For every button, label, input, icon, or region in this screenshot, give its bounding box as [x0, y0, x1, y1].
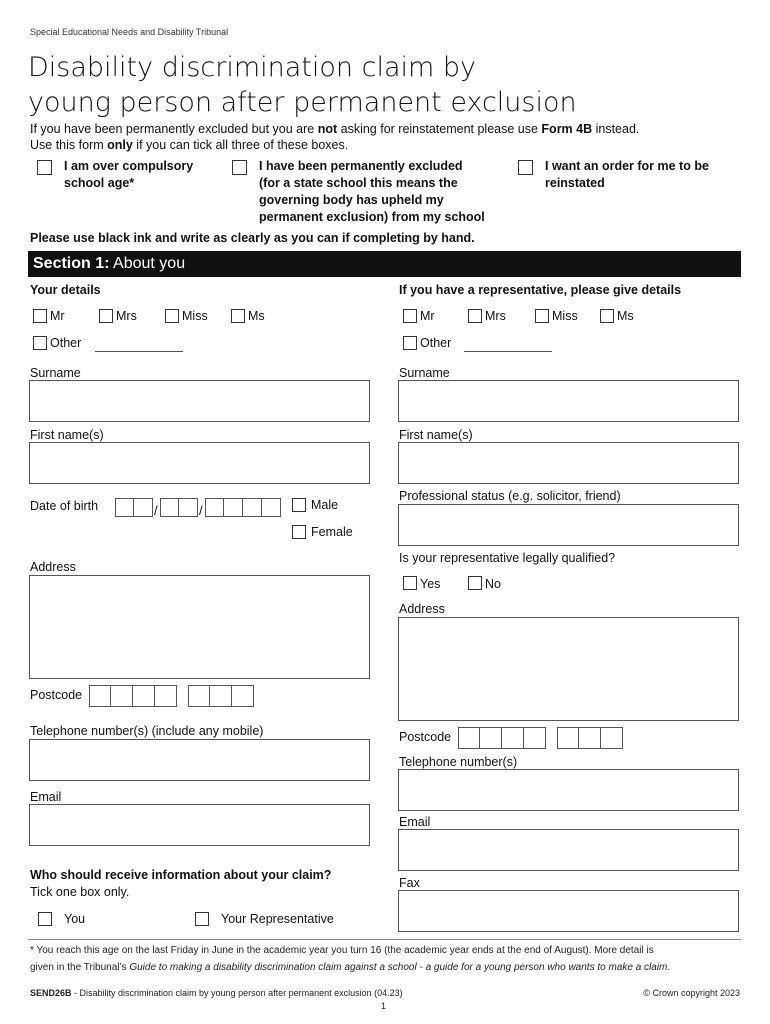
rep-postcode-label: Postcode: [399, 730, 452, 744]
footnote-line-1: * You reach this age on the last Friday in June in the academic year you turn 16 (the academic year ends at the end of August). More detail is: [30, 945, 654, 956]
your-address-field[interactable]: [29, 575, 370, 679]
rep-professional-status-label: Professional status (e.g. solicitor, friend): [399, 489, 621, 503]
receive-info-instruction: Tick one box only.: [30, 885, 130, 899]
your-telephone-label: Telephone number(s) (include any mobile): [30, 724, 264, 738]
condition-excluded-checkbox[interactable]: [232, 160, 247, 175]
rep-surname-field[interactable]: [398, 380, 739, 422]
condition2-line4: permanent exclusion) from my school: [259, 210, 485, 224]
rep-address-label: Address: [399, 602, 445, 616]
intro-line-2: [30, 138, 348, 152]
section-1-title: About you: [109, 255, 186, 272]
dob-year-field[interactable]: [205, 498, 281, 517]
rep-address-field[interactable]: [398, 617, 739, 721]
rep-title-mrs-label: Mrs: [485, 309, 506, 323]
rep-telephone-field[interactable]: [398, 769, 739, 811]
ink-note: Please use black ink and write as clearly as you can if completing by hand.: [30, 231, 475, 245]
rep-heading: If you have a representative, please give details: [399, 283, 682, 297]
dob-slash-2: /: [199, 503, 203, 518]
condition-over-age-checkbox[interactable]: [37, 160, 52, 175]
intro-text-c: asking for reinstatement please use: [337, 122, 542, 136]
your-title-other-label: Other: [50, 336, 82, 350]
copyright: © Crown copyright 2023: [643, 988, 740, 998]
footnote-given-text: given in the Tribunal’s: [30, 962, 130, 973]
your-first-names-label: First name(s): [30, 428, 104, 442]
rep-title-mr-label: Mr: [420, 309, 435, 323]
rep-title-mr-checkbox[interactable]: [403, 309, 417, 323]
condition-excluded-label: [259, 158, 485, 226]
receive-rep-label: Your Representative: [221, 912, 334, 926]
rep-qualified-no-checkbox[interactable]: [468, 576, 482, 590]
section-1-number: Section 1:: [33, 255, 110, 272]
rep-first-names-field[interactable]: [398, 442, 739, 484]
intro-text-e: instead.: [592, 122, 640, 136]
rep-qualified-yes-checkbox[interactable]: [403, 576, 417, 590]
your-title-mrs-checkbox[interactable]: [99, 309, 113, 323]
rep-qualified-no-label: No: [485, 577, 501, 591]
dob-label: Date of birth: [30, 499, 99, 513]
rep-professional-status-field[interactable]: [398, 504, 739, 546]
org-name: Special Educational Needs and Disability Tribunal: [30, 27, 229, 37]
your-title-miss-checkbox[interactable]: [165, 309, 179, 323]
gender-male-label: Male: [311, 498, 339, 512]
intro-text-use: Use this form: [30, 138, 108, 152]
rep-title-mrs-checkbox[interactable]: [468, 309, 482, 323]
your-email-label: Email: [30, 790, 62, 804]
intro-text-not: not: [317, 122, 338, 136]
condition1-line2: school age*: [64, 176, 135, 190]
your-title-ms-label: Ms: [248, 309, 265, 323]
intro-form-4b: Form 4B: [541, 122, 593, 136]
condition-reinstated-label: [545, 158, 709, 192]
rep-email-field[interactable]: [398, 829, 739, 871]
your-first-names-field[interactable]: [29, 442, 370, 484]
your-title-ms-checkbox[interactable]: [231, 309, 245, 323]
your-surname-field[interactable]: [29, 380, 370, 422]
condition3-line1: I want an order for me to be: [545, 159, 709, 173]
gender-male-checkbox[interactable]: [292, 498, 306, 512]
form-footer-desc: [30, 988, 403, 998]
footnote-line-2: [30, 962, 670, 973]
dob-month-field[interactable]: [160, 498, 198, 517]
page-number: 1: [381, 1001, 387, 1011]
rep-legally-qualified-label: Is your representative legally qualified?: [399, 551, 616, 565]
intro-text-a: If you have been permanently excluded but you are: [30, 122, 318, 136]
your-title-mr-checkbox[interactable]: [33, 309, 47, 323]
intro-line-1: [30, 122, 639, 136]
form-title-line2: young person after permanent exclusion: [28, 87, 577, 118]
receive-rep-checkbox[interactable]: [195, 912, 209, 926]
your-address-label: Address: [30, 560, 76, 574]
condition2-line1: I have been permanently excluded: [259, 159, 463, 173]
intro-text-only: only: [107, 138, 133, 152]
intro-text-tick: if you can tick all three of these boxes.: [132, 138, 349, 152]
rep-title-other-label: Other: [420, 336, 452, 350]
gender-female-checkbox[interactable]: [292, 525, 306, 539]
rep-title-ms-label: Ms: [617, 309, 634, 323]
footnote-divider: [28, 939, 741, 940]
footnote-guide-title: Guide to making a disability discrimination claim against a school - a guide for a young person who wants to make a claim.: [129, 962, 671, 973]
your-telephone-field[interactable]: [29, 739, 370, 781]
rep-postcode-inward-field[interactable]: [557, 727, 623, 749]
condition3-line2: reinstated: [545, 176, 605, 190]
rep-title-miss-label: Miss: [552, 309, 578, 323]
rep-fax-field[interactable]: [398, 890, 739, 932]
rep-title-miss-checkbox[interactable]: [535, 309, 549, 323]
section-1-heading: [33, 255, 185, 273]
rep-email-label: Email: [399, 815, 431, 829]
your-title-other-checkbox[interactable]: [33, 336, 47, 350]
your-title-miss-label: Miss: [182, 309, 208, 323]
your-email-field[interactable]: [29, 804, 370, 846]
form-code: SEND26B: [30, 988, 72, 998]
rep-postcode-outward-field[interactable]: [458, 727, 546, 749]
rep-title-other-input[interactable]: [464, 351, 552, 352]
condition2-line2: (for a state school this means the: [259, 176, 458, 190]
form-description: - Disability discrimination claim by young person after permanent exclusion (04.23): [71, 988, 403, 998]
rep-qualified-yes-label: Yes: [420, 577, 441, 591]
receive-info-question: Who should receive information about your claim?: [30, 868, 332, 882]
rep-fax-label: Fax: [399, 876, 420, 890]
your-postcode-outward-field[interactable]: [89, 685, 177, 707]
condition-reinstated-checkbox[interactable]: [518, 160, 533, 175]
your-title-mr-label: Mr: [50, 309, 65, 323]
rep-first-names-label: First name(s): [399, 428, 473, 442]
rep-telephone-label: Telephone number(s): [399, 755, 518, 769]
your-postcode-label: Postcode: [30, 688, 83, 702]
your-title-other-input[interactable]: [95, 351, 183, 352]
condition1-line1: I am over compulsory: [64, 159, 194, 173]
your-details-heading: Your details: [30, 283, 101, 297]
rep-surname-label: Surname: [399, 366, 450, 380]
rep-title-other-checkbox[interactable]: [403, 336, 417, 350]
section-1-bar: [28, 251, 741, 277]
gender-female-label: Female: [311, 525, 353, 539]
receive-you-label: You: [64, 912, 86, 926]
condition-over-age-label: [64, 158, 193, 192]
receive-you-checkbox[interactable]: [38, 912, 52, 926]
form-title-line1: Disability discrimination claim by: [28, 52, 477, 83]
dob-slash-1: /: [154, 503, 158, 518]
condition2-line3: governing body has upheld my: [259, 193, 444, 207]
your-title-mrs-label: Mrs: [116, 309, 137, 323]
rep-title-ms-checkbox[interactable]: [600, 309, 614, 323]
dob-day-field[interactable]: [115, 498, 153, 517]
your-surname-label: Surname: [30, 366, 81, 380]
your-postcode-inward-field[interactable]: [188, 685, 254, 707]
